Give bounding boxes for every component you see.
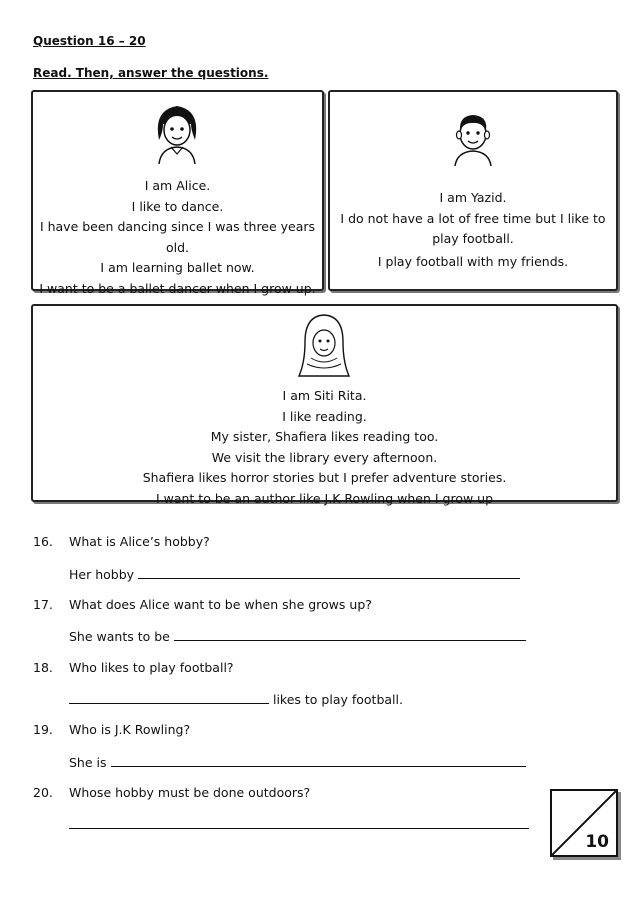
siti-line: We visit the library every afternoon. (211, 449, 438, 465)
siti-portrait (293, 312, 355, 378)
yazid-line: I am Yazid. (439, 190, 507, 205)
siti-line: I want to be an author like J.K Rowling when I grow up (155, 490, 494, 506)
siti-line: I like reading. (282, 408, 367, 424)
question-number: 18. (33, 660, 53, 675)
yazid-portrait (445, 106, 501, 166)
question-number: 19. (33, 722, 53, 737)
siti-text (33, 386, 616, 509)
answer-prefix: Her hobby (69, 567, 135, 582)
alice-line: old. (165, 239, 190, 255)
alice-card (31, 90, 324, 296)
answer-suffix: likes to play football. (272, 692, 403, 707)
yazid-line: I do not have a lot of free time but I like to (340, 210, 606, 226)
question-number: 20. (33, 785, 53, 800)
answer-line (69, 691, 403, 707)
alice-portrait (145, 100, 209, 164)
siti-card (31, 304, 618, 506)
alice-line: I am Alice. (144, 178, 211, 193)
score-box (550, 789, 618, 857)
answer-prefix: She wants to be (69, 629, 170, 644)
question-number: 17. (33, 597, 53, 612)
alice-line: I like to dance. (131, 198, 224, 214)
question-text: What is Alice’s hobby? (69, 534, 210, 549)
alice-line: I want to be a ballet dancer when I grow up. (39, 280, 316, 296)
siti-line: I am Siti Rita. (282, 388, 367, 403)
yazid-line: I play football with my friends. (377, 253, 569, 269)
answer-line (69, 628, 526, 644)
alice-line: I have been dancing since I was three years (39, 219, 316, 234)
question-text: Whose hobby must be done outdoors? (69, 785, 311, 800)
answer-line (69, 816, 529, 832)
answer-line (69, 566, 520, 582)
yazid-card (328, 90, 618, 291)
answer-blank[interactable] (174, 628, 526, 641)
question-text: Who likes to play football? (69, 660, 234, 675)
answer-prefix: She is (69, 755, 107, 770)
alice-text (33, 176, 322, 299)
question-text: What does Alice want to be when she grows up? (69, 597, 372, 612)
answer-blank[interactable] (138, 566, 520, 579)
siti-line: My sister, Shafiera likes reading too. (210, 429, 439, 444)
yazid-text (330, 188, 616, 272)
alice-line: I am learning ballet now. (100, 260, 255, 275)
score-total: 10 (585, 832, 609, 852)
answer-blank[interactable] (69, 691, 269, 704)
question-text: Who is J.K Rowling? (69, 722, 191, 737)
section-title: Question 16 – 20 (33, 34, 146, 48)
yazid-line: play football. (432, 231, 514, 246)
question-number: 16. (33, 534, 53, 549)
instructions: Read. Then, answer the questions. (33, 66, 269, 80)
answer-blank[interactable] (111, 754, 526, 767)
answer-line (69, 754, 526, 770)
siti-line: Shafiera likes horror stories but I prefer adventure stories. (142, 470, 507, 485)
answer-blank[interactable] (69, 816, 529, 829)
